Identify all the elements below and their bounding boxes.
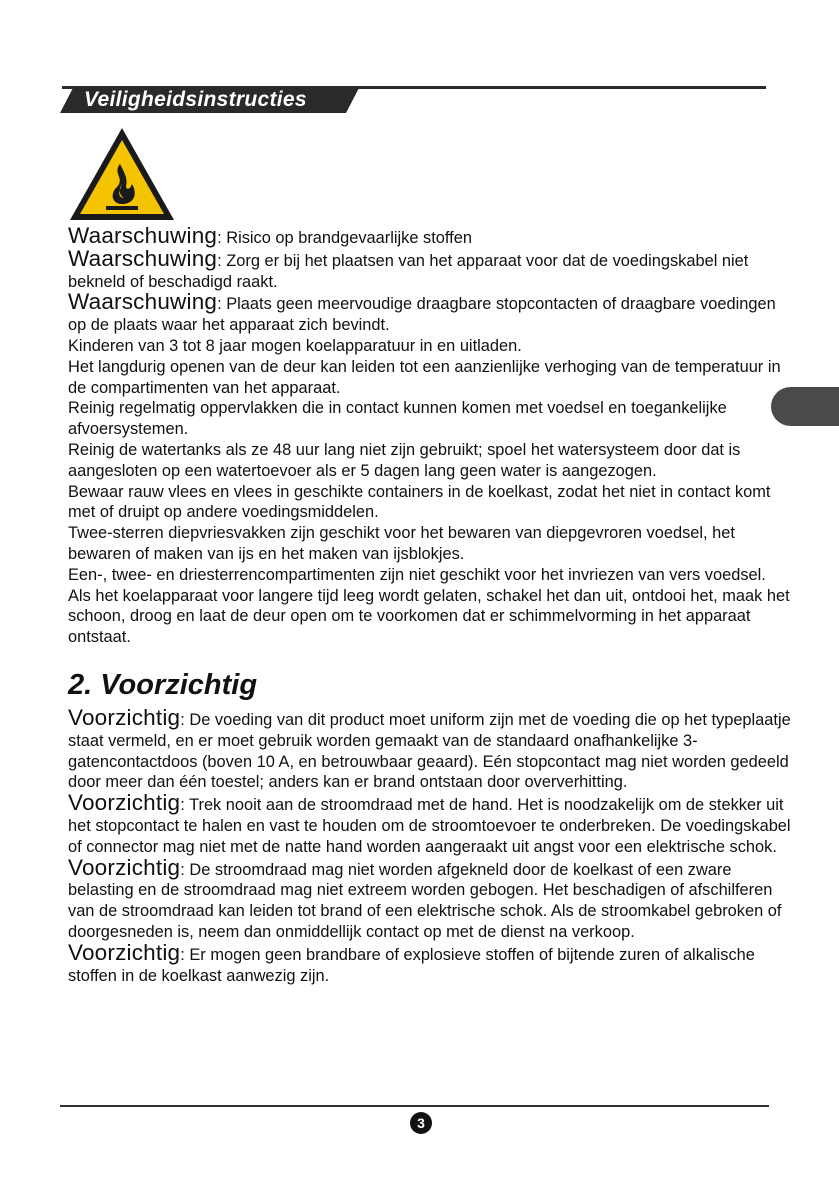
caution-label: Voorzichtig xyxy=(68,854,181,880)
instruction-paragraph: Bewaar rauw vlees en vlees in geschikte containers in de koelkast, zodat het niet in contact komt met of druipt op andere voedingsmiddelen. xyxy=(68,482,771,522)
instruction-paragraph: Kinderen van 3 tot 8 jaar mogen koelapparatuur in en uitladen. xyxy=(68,336,522,355)
caution-label: Voorzichtig xyxy=(68,704,181,730)
caution-paragraph xyxy=(68,704,798,793)
main-content xyxy=(68,223,798,986)
instruction-paragraph: Twee-sterren diepvriesvakken zijn geschikt voor het bewaren van diepgevroren voedsel, het bewaren of maken van ijs en het maken van ijsblokjes. xyxy=(68,524,735,563)
page-title: Veiligheidsinstructies xyxy=(84,88,307,111)
instruction-paragraph: Een-, twee- en driesterrencompartimenten zijn niet geschikt voor het invriezen van vers voedsel. xyxy=(68,565,766,584)
caution-label: Voorzichtig xyxy=(68,939,181,965)
caution-text: : Trek nooit aan de stroomdraad met de hand. Het is noodzakelijk om de stekker uit het stopcontact te halen en vast te houden om de stroomtoevoer te onderbreken. De voedingskabel of connector mag niet met de natte hand worden aangeraakt uit angst voor een elektrische schok. xyxy=(68,796,791,856)
instruction-paragraph: Reinig regelmatig oppervlakken die in contact kunnen komen met voedsel en toegankelijke afvoersystemen. xyxy=(68,399,727,439)
caution-label: Voorzichtig xyxy=(68,790,181,816)
warning-paragraph xyxy=(68,245,798,293)
instruction-paragraph: Het langdurig openen van de deur kan leiden tot een aanzienlijke verhoging van de temperatuur in de compartimenten van het apparaat. xyxy=(68,357,781,397)
section-heading: 2. Voorzichtig xyxy=(68,668,258,701)
footer-rule xyxy=(60,1105,769,1107)
instruction-paragraph: Als het koelapparaat voor langere tijd leeg wordt gelaten, schakel het dan uit, ontdooi het, maak het schoon, droog en laat de deur open om te voorkomen dat er schimmelvorming in het apparaat ontstaat. xyxy=(68,586,790,647)
page-number-badge: 3 xyxy=(410,1112,432,1134)
warning-label: Waarschuwing xyxy=(68,289,218,315)
caution-paragraph xyxy=(68,790,798,857)
instruction-paragraph: Reinig de watertanks als ze 48 uur lang niet zijn gebruikt; spoel het watersysteem door dat is aangesloten op een watertoevoer als er 5 dagen lang geen water is aangezogen. xyxy=(68,440,741,480)
caution-text: : Er mogen geen brandbare of explosieve stoffen of bijtende zuren of alkalische stoffen in de koelkast aanwezig zijn. xyxy=(68,945,755,985)
warning-text: : Zorg er bij het plaatsen van het apparaat voor dat de voedingskabel niet bekneld of beschadigd raakt. xyxy=(68,251,749,291)
flammable-warning-icon xyxy=(68,126,176,222)
warning-text: : Plaats geen meervoudige draagbare stopcontacten of draagbare voedingen op de plaats waar het apparaat zich bevindt. xyxy=(68,295,776,335)
warning-paragraph xyxy=(68,289,798,336)
warning-text: : Risico op brandgevaarlijke stoffen xyxy=(217,229,472,247)
caution-paragraph xyxy=(68,939,798,987)
caution-text: : De stroomdraad mag niet worden afgekneld door de koelkast of een zware belasting en de stroomdraad mag niet extreem worden gebogen. Het beschadigen of afschilferen van de stroomdraad kan leiden tot brand of een elektrische schok. Als de stroomkabel gebroken of doorgesneden is, neem dan onmiddellijk contact op met de dienst na verkoop. xyxy=(68,860,782,941)
caution-text: : De voeding van dit product moet uniform zijn met de voeding die op het typeplaatje staat vermeld, en er moet gebruik worden gemaakt van de standaard onafhankelijke 3-gatencontactdoos (boven 10 A, en betrouwbaar geaard). Eén stopcontact mag niet worden gedeeld door meer dan één toestel; anders kan er brand ontstaan door oververhitting. xyxy=(68,710,791,792)
warning-label: Waarschuwing xyxy=(68,245,218,271)
warning-label: Waarschuwing xyxy=(68,223,218,248)
caution-paragraph xyxy=(68,854,798,943)
